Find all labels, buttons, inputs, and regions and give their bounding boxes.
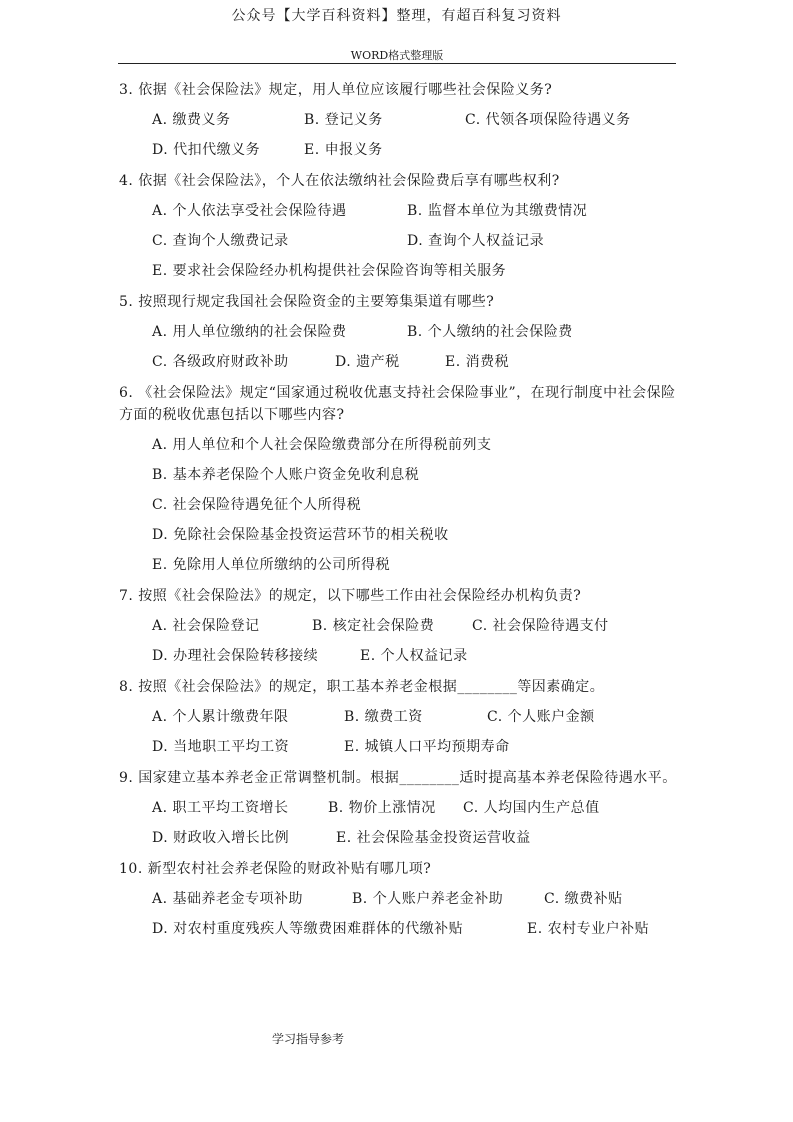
option-row (119, 525, 679, 545)
question-text-end: 等因素确定。 (517, 679, 605, 695)
option-row (119, 495, 679, 515)
option-row (119, 707, 679, 727)
option-d: D. 查询个人权益记录 (407, 233, 545, 249)
option-d: D. 当地职工平均工资 (152, 739, 290, 755)
option-b: B. 核定社会保险费 (312, 618, 435, 634)
option-b: B. 个人账户养老金补助 (352, 891, 504, 907)
option-row (119, 110, 679, 130)
option-a: A. 社会保险登记 (152, 618, 260, 634)
answer-blank: ________ (399, 770, 460, 786)
option-a: A. 用人单位缴纳的社会保险费 (152, 324, 347, 340)
question-9 (119, 767, 679, 848)
question-text: 4. 依据《社会保险法》，个人在依法缴纳社会保险费后享有哪些权利? (119, 173, 560, 189)
option-d: D. 遗产税 (335, 354, 400, 370)
option-row (119, 231, 679, 251)
option-e: E. 城镇人口平均预期寿命 (344, 739, 510, 755)
document-header: WORD格式整理版 (350, 49, 444, 62)
option-d: D. 对农村重度残疾人等缴费困难群体的代缴补贴 (152, 921, 464, 937)
option-e: E. 消费税 (445, 354, 510, 370)
option-row (119, 140, 679, 160)
option-b: B. 物价上涨情况 (328, 800, 436, 816)
question-text-start: 9. 国家建立基本养老金正常调整机制。根据 (119, 770, 400, 786)
question-6 (119, 382, 679, 575)
option-row (119, 555, 679, 575)
option-e: E. 农村专业户补贴 (527, 921, 650, 937)
option-row (119, 322, 679, 342)
option-row (119, 828, 679, 848)
option-row (119, 889, 679, 909)
option-d: D. 财政收入增长比例 (152, 830, 290, 846)
question-text (119, 676, 679, 698)
question-3 (119, 79, 679, 160)
option-c: C. 各级政府财政补助 (152, 354, 289, 370)
option-e: E. 要求社会保险经办机构提供社会保险咨询等相关服务 (152, 263, 507, 279)
option-c: C. 缴费补贴 (544, 891, 623, 907)
question-5 (119, 291, 679, 372)
option-row (119, 737, 679, 757)
question-text-end: 适时提高基本养老保险待遇水平。 (459, 770, 677, 786)
option-c: C. 社会保险待遇支付 (472, 618, 609, 634)
option-b: B. 监督本单位为其缴费情况 (407, 203, 588, 219)
option-row (119, 919, 679, 939)
question-text (119, 767, 679, 789)
question-text: 7. 按照《社会保险法》的规定，以下哪些工作由社会保险经办机构负责? (119, 588, 582, 604)
option-b: B. 登记义务 (304, 112, 383, 128)
option-e: E. 申报义务 (304, 142, 383, 158)
question-text: 10. 新型农村社会养老保险的财政补贴有哪几项? (119, 861, 432, 877)
question-text-start: 8. 按照《社会保险法》的规定，职工基本养老金根据 (119, 679, 458, 695)
question-text: 6. 《社会保险法》规定“国家通过税收优惠支持社会保险事业”，在现行制度中社会保险方面的税收优惠包括以下哪些内容? (119, 385, 676, 423)
option-b: B. 缴费工资 (344, 709, 423, 725)
option-a: A. 基础养老金专项补助 (152, 891, 304, 907)
question-text: 5. 按照现行规定我国社会保险资金的主要筹集渠道有哪些? (119, 294, 495, 310)
answer-blank: ________ (457, 679, 518, 695)
option-row (119, 352, 679, 372)
option-row (119, 435, 679, 455)
option-d: D. 代扣代缴义务 (152, 142, 261, 158)
option-b: B. 个人缴纳的社会保险费 (407, 324, 573, 340)
option-c: C. 社会保险待遇免征个人所得税 (152, 497, 362, 513)
option-e: E. 社会保险基金投资运营收益 (336, 830, 531, 846)
option-c: C. 个人账户金额 (487, 709, 595, 725)
option-d: D. 免除社会保险基金投资运营环节的相关税收 (152, 527, 449, 543)
question-list (119, 79, 679, 949)
option-e: E. 免除用人单位所缴纳的公司所得税 (152, 557, 391, 573)
header-divider (118, 63, 676, 64)
question-4 (119, 170, 679, 281)
option-a: A. 个人依法享受社会保险待遇 (152, 203, 347, 219)
option-a: A. 用人单位和个人社会保险缴费部分在所得税前列支 (152, 437, 492, 453)
option-row (119, 465, 679, 485)
option-row (119, 261, 679, 281)
question-8 (119, 676, 679, 757)
option-c: C. 查询个人缴费记录 (152, 233, 289, 249)
option-row (119, 616, 679, 636)
option-a: A. 缴费义务 (152, 112, 231, 128)
option-b: B. 基本养老保险个人账户资金免收利息税 (152, 467, 420, 483)
top-banner: 公众号【大学百科资料】整理，有超百科复习资料 (231, 8, 562, 24)
question-10 (119, 858, 679, 939)
option-e: E. 个人权益记录 (360, 648, 468, 664)
option-d: D. 办理社会保险转移接续 (152, 648, 319, 664)
question-7 (119, 585, 679, 666)
question-text: 3. 依据《社会保险法》规定，用人单位应该履行哪些社会保险义务? (119, 82, 553, 98)
footer-text: 学习指导参考 (272, 1032, 345, 1046)
option-c: C. 人均国内生产总值 (463, 800, 600, 816)
option-row (119, 201, 679, 221)
option-a: A. 个人累计缴费年限 (152, 709, 289, 725)
option-row (119, 646, 679, 666)
option-c: C. 代领各项保险待遇义务 (465, 112, 631, 128)
option-row (119, 798, 679, 818)
option-a: A. 职工平均工资增长 (152, 800, 289, 816)
